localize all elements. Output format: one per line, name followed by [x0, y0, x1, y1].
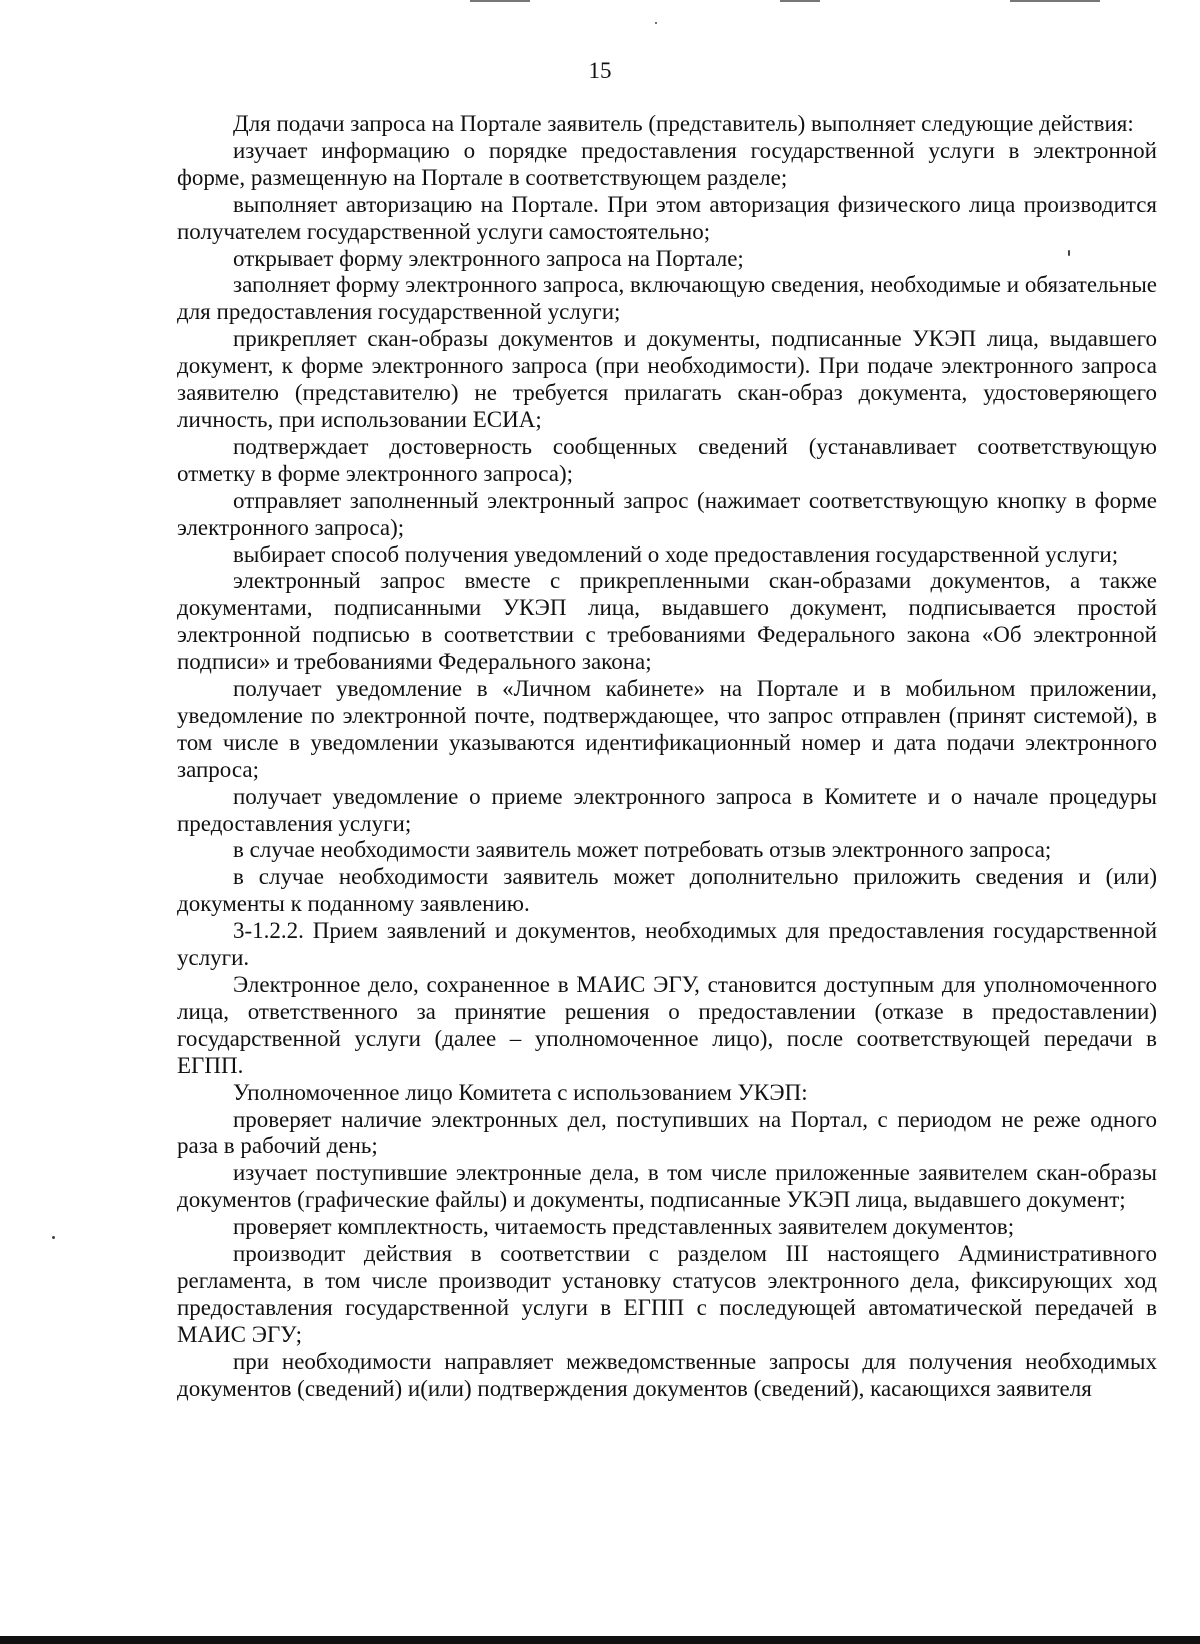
- paragraph: прикрепляет скан-образы документов и документы, подписанные УКЭП лица, выдавшего документ, к форме электронного запроса (при необходимости). При подаче электронного запроса заявителю (представителю) не требуется прилагать скан-образ документа, удостоверяющего личность, при использовании ЕСИА;: [177, 326, 1157, 432]
- paragraph: при необходимости направляет межведомственные запросы для получения необходимых документов (сведений) и(или) подтверждения документов (сведений), касающихся заявителя: [177, 1348, 1157, 1401]
- paragraph: выполняет авторизацию на Портале. При этом авторизация физического лица производится получателем государственной услуги самостоятельно;: [177, 191, 1157, 244]
- paragraph: отправляет заполненный электронный запрос (нажимает соответствующую кнопку в форме электронного запроса);: [177, 487, 1157, 540]
- scan-speck: [655, 22, 657, 24]
- paragraph: Уполномоченное лицо Комитета с использованием УКЭП:: [233, 1079, 808, 1105]
- scan-artifact-top: [1010, 0, 1100, 2]
- paragraph: получает уведомление в «Личном кабинете» на Портале и в мобильном приложении, уведомление по электронной почте, подтверждающее, что запрос отправлен (принят системой), в том числе в уведомлении указываются идентификационный номер и дата подачи электронного запроса;: [177, 676, 1157, 782]
- paragraph: Электронное дело, сохраненное в МАИС ЭГУ, становится доступным для уполномоченного лица, ответственного за принятие решения о предоставлении (отказе в предоставлении) государственной услуги (далее – уполномоченное лицо), после соответствующей передачи в ЕГПП.: [177, 972, 1157, 1078]
- section-heading: 3-1.2.2. Прием заявлений и документов, необходимых для предоставления государственной услуги.: [177, 918, 1157, 971]
- document-body: [177, 111, 1157, 1403]
- paragraph: выбирает способ получения уведомлений о ходе предоставления государственной услуги;: [233, 541, 1119, 567]
- paragraph: открывает форму электронного запроса на Портале;: [233, 245, 744, 271]
- scan-artifact-top: [470, 0, 530, 2]
- paragraph: Для подачи запроса на Портале заявитель (представитель) выполняет следующие действия:: [233, 111, 1134, 136]
- paragraph: подтверждает достоверность сообщенных сведений (устанавливает соответствующую отметку в форме электронного запроса);: [177, 433, 1157, 486]
- paragraph: изучает информацию о порядке предоставления государственной услуги в электронной форме, размещенную на Портале в соответствующем разделе;: [177, 137, 1157, 190]
- paragraph: изучает поступившие электронные дела, в том числе приложенные заявителем скан-образы документов (графические файлы) и документы, подписанные УКЭП лица, выдавшего документ;: [177, 1160, 1157, 1213]
- paragraph: проверяет комплектность, читаемость представленных заявителем документов;: [233, 1214, 1015, 1240]
- paragraph: электронный запрос вместе с прикрепленными скан-образами документов, а также документами, подписанными УКЭП лица, выдавшего документ, подписывается простой электронной подписью в соответствии с требованиями Федерального закона «Об электронной подписи» и требованиями Федерального закона;: [177, 568, 1157, 675]
- paragraph: производит действия в соответствии с разделом III настоящего Административного регламента, в том числе производит установку статусов электронного дела, фиксирующих ход предоставления государственной услуги в ЕГПП с последующей автоматической передачей в МАИС ЭГУ;: [177, 1241, 1157, 1347]
- paragraph: проверяет наличие электронных дел, поступивших на Портал, с периодом не реже одного раза в рабочий день;: [177, 1106, 1157, 1159]
- scan-bottom-edge: [0, 1636, 1200, 1644]
- paragraph: в случае необходимости заявитель может дополнительно приложить сведения и (или) документы к поданному заявлению.: [177, 864, 1157, 917]
- scan-artifact-top: [780, 0, 820, 2]
- paragraph: получает уведомление о приеме электронного запроса в Комитете и о начале процедуры предоставления услуги;: [177, 783, 1157, 836]
- scan-speck: [52, 1236, 55, 1239]
- paragraph: в случае необходимости заявитель может потребовать отзыв электронного запроса;: [233, 837, 1052, 863]
- paragraph: заполняет форму электронного запроса, включающую сведения, необходимые и обязательные для предоставления государственной услуги;: [177, 272, 1157, 325]
- page-number: 15: [588, 58, 612, 83]
